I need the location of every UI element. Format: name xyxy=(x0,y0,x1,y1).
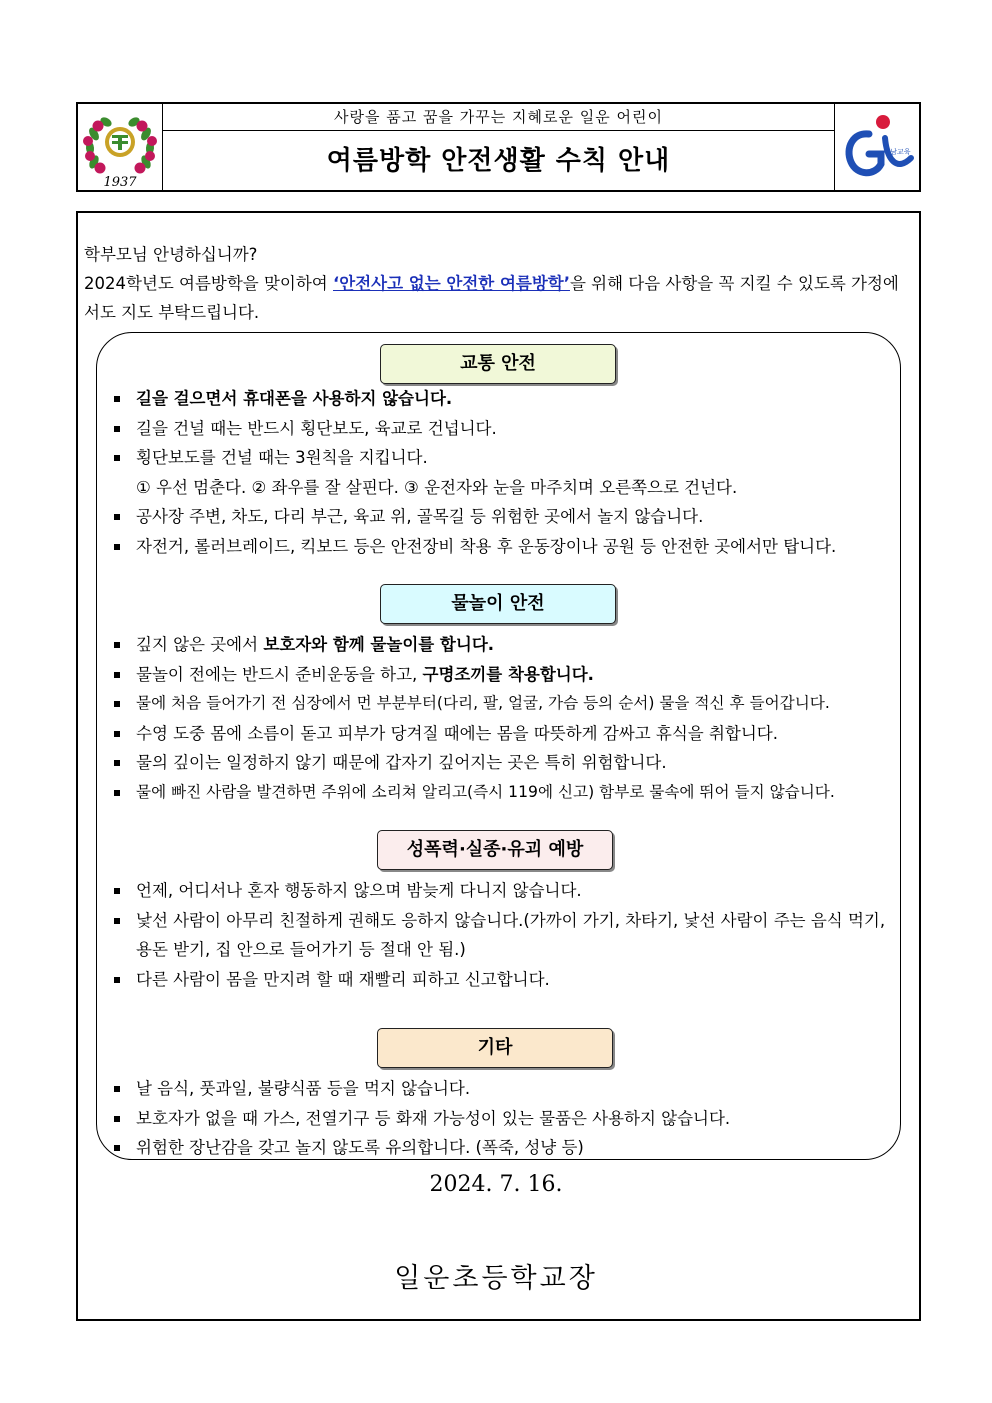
list-item: 보호자가 없을 때 가스, 전열기구 등 화재 가능성이 있는 물품은 사용하지 않습니다. xyxy=(110,1104,730,1134)
prevention-list xyxy=(110,876,906,994)
item-bold: 보호자와 함께 물놀이를 합니다. xyxy=(263,635,495,654)
school-motto: 사랑을 품고 꿈을 가꾸는 지혜로운 일운 어린이 xyxy=(163,104,834,131)
section-title-etc: 기타 xyxy=(377,1028,613,1068)
intro xyxy=(84,240,914,327)
section-title-water: 물놀이 안전 xyxy=(380,584,616,624)
section-title-traffic: 교통 안전 xyxy=(380,344,616,384)
item-text: 깊지 않은 곳에서 xyxy=(136,635,264,654)
list-item: 물의 깊이는 일정하지 않기 때문에 갑자기 깊어지는 곳은 특히 위험합니다. xyxy=(110,748,835,778)
gyeongnam-education-logo-icon xyxy=(835,104,919,190)
etc-list xyxy=(110,1074,730,1163)
page-title: 여름방학 안전생활 수칙 안내 xyxy=(326,146,671,176)
list-item: 횡단보도를 건널 때는 3원칙을 지킵니다. xyxy=(110,443,836,473)
traffic-list xyxy=(110,384,836,561)
greeting: 학부모님 안녕하십니까? xyxy=(84,245,258,264)
school-emblem-cell xyxy=(78,104,163,190)
list-subitem: ① 우선 멈춘다. ② 좌우를 잘 살핀다. ③ 운전자와 눈을 마주치며 오른쪽으로 건넌다. xyxy=(136,477,738,497)
logo-text: 경남교육 xyxy=(883,148,911,156)
list-item: 길을 건널 때는 반드시 횡단보도, 육교로 건넙니다. xyxy=(110,414,836,444)
notice-date: 2024. 7. 16. xyxy=(429,1172,563,1197)
list-item: 낯선 사람이 아무리 친절하게 권해도 응하지 않습니다.(가까이 가기, 차타기, 낯선 사람이 주는 음식 먹기, 용돈 받기, 집 안으로 들어가기 등 절대 안 됨.) xyxy=(110,906,906,965)
school-emblem-icon xyxy=(78,104,162,190)
list-item: 언제, 어디서나 혼자 행동하지 않으며 밤늦게 다니지 않습니다. xyxy=(110,876,906,906)
list-item: 자전거, 롤러브레이드, 킥보드 등은 안전장비 착용 후 운동장이나 공원 등 안전한 곳에서만 탑니다. xyxy=(110,532,836,562)
list-item: 날 음식, 풋과일, 불량식품 등을 먹지 않습니다. xyxy=(110,1074,730,1104)
list-item: 길을 걸으면서 휴대폰을 사용하지 않습니다. xyxy=(110,384,836,414)
water-list xyxy=(110,630,835,807)
item-text: 물놀이 전에는 반드시 준비운동을 하고, xyxy=(136,664,423,684)
section-title-violence-prevention: 성폭력·실종·유괴 예방 xyxy=(377,830,613,870)
intro-pre: 2024학년도 여름방학을 맞이하여 xyxy=(84,274,333,293)
list-item: 위험한 장난감을 갖고 놀지 않도록 유의합니다. (폭죽, 성냥 등) xyxy=(110,1133,730,1163)
header-center xyxy=(163,104,834,190)
intro-post: 을 위해 다음 사항을 꼭 지킬 수 있도록 가정에서도 지도 부탁드립니다. xyxy=(84,274,899,322)
intro-highlight: ‘안전사고 없는 안전한 여름방학’ xyxy=(333,274,570,293)
item-bold: 구명조끼를 착용합니다. xyxy=(422,664,594,684)
education-logo-cell xyxy=(834,104,919,190)
list-item: 다른 사람이 몸을 만지려 할 때 재빨리 피하고 신고합니다. xyxy=(110,965,906,995)
emblem-year: 1937 xyxy=(103,175,137,190)
list-item xyxy=(110,630,835,660)
list-item xyxy=(110,660,835,690)
list-item: 공사장 주변, 차도, 다리 부근, 육교 위, 골목길 등 위험한 곳에서 놀지 않습니다. xyxy=(110,502,836,532)
intro-paragraph xyxy=(84,269,914,327)
list-item: 수영 도중 몸에 소름이 돋고 피부가 당겨질 때에는 몸을 따뜻하게 감싸고 휴식을 취합니다. xyxy=(110,719,835,749)
list-item: 물에 처음 들어가기 전 심장에서 먼 부분부터(다리, 팔, 얼굴, 가슴 등의 순서) 물을 적신 후 들어갑니다. xyxy=(110,689,835,719)
header-table xyxy=(76,102,921,192)
list-item: 물에 빠진 사람을 발견하면 주위에 소리쳐 알리고(즉시 119에 신고) 함부로 물속에 뛰어 들지 않습니다. xyxy=(110,778,835,808)
principal-signature: 일운초등학교장 xyxy=(394,1263,598,1294)
